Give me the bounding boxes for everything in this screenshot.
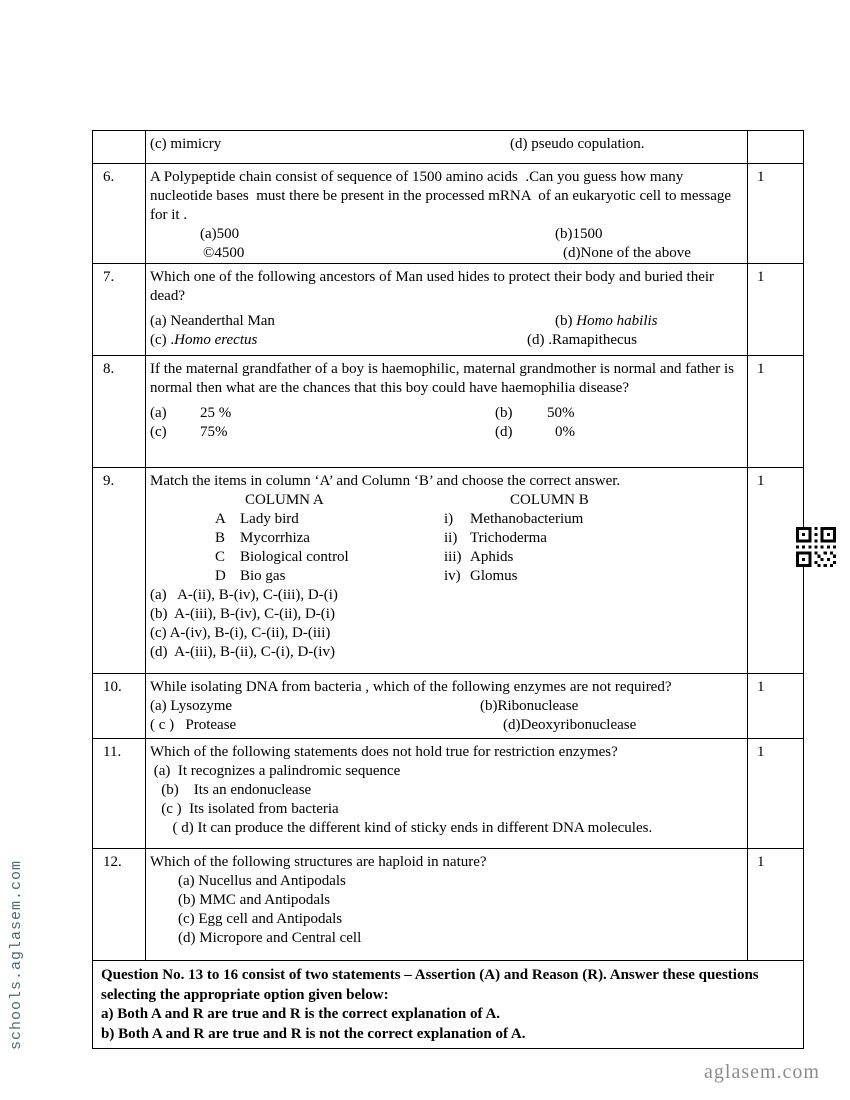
option-d: (d) .Ramapithecus bbox=[527, 332, 637, 348]
question-number: 8. bbox=[103, 361, 115, 377]
question-number-cell bbox=[93, 674, 146, 738]
option-c: (c) mimicry bbox=[150, 136, 222, 152]
marks-value: 1 bbox=[757, 361, 765, 377]
option-b-value: 50% bbox=[547, 405, 575, 421]
answer-option-c: (c) A-(iv), B-(i), C-(ii), D-(iii) bbox=[150, 625, 331, 641]
match-row bbox=[150, 510, 741, 529]
marks-value: 1 bbox=[757, 169, 765, 185]
marks-value: 1 bbox=[757, 854, 765, 870]
option-d: (d) pseudo copulation. bbox=[510, 136, 645, 152]
question-number-cell bbox=[93, 131, 146, 163]
question-body-cell bbox=[146, 131, 747, 163]
option-b: (b) Homo habilis bbox=[555, 313, 658, 329]
option-a: (a) Neanderthal Man bbox=[150, 313, 275, 329]
match-left-key: D bbox=[215, 568, 226, 584]
question-row-partial bbox=[93, 131, 803, 164]
answer-option-a: (a) A-(ii), B-(iv), C-(iii), D-(i) bbox=[150, 587, 338, 603]
question-row-9 bbox=[93, 468, 803, 674]
question-body-cell bbox=[146, 849, 747, 960]
option-b: (b) MMC and Antipodals bbox=[178, 892, 331, 908]
question-number-cell bbox=[93, 264, 146, 355]
option-a: (a) It recognizes a palindromic sequence bbox=[150, 763, 401, 779]
match-row bbox=[150, 529, 741, 548]
option-d: (d)Deoxyribonuclease bbox=[503, 717, 637, 733]
option-b: (b)1500 bbox=[555, 226, 603, 242]
marks-cell bbox=[747, 849, 803, 960]
option-c: (c) Egg cell and Antipodals bbox=[178, 911, 343, 927]
marks-value: 1 bbox=[757, 269, 765, 285]
option-a: (a)500 bbox=[200, 226, 240, 242]
marks-cell bbox=[747, 674, 803, 738]
match-row bbox=[150, 548, 741, 567]
option-b: (b) Its an endonuclease bbox=[150, 782, 312, 798]
question-number: 9. bbox=[103, 473, 115, 489]
assertion-reason-instructions bbox=[93, 961, 803, 1048]
match-left-item: Mycorrhiza bbox=[240, 530, 310, 546]
option-c: ©4500 bbox=[203, 245, 245, 261]
option-c: ( c ) Protease bbox=[150, 717, 237, 733]
question-body-cell bbox=[146, 264, 747, 355]
option-d-value: 0% bbox=[555, 424, 575, 440]
qr-code-image bbox=[796, 527, 836, 567]
question-table bbox=[92, 130, 804, 1049]
question-text: Match the items in column ‘A’ and Column ‘B’ and choose the correct answer. bbox=[150, 473, 621, 489]
question-text: Which of the following statements does not hold true for restriction enzymes? bbox=[150, 744, 618, 760]
option-d: (d) Micropore and Central cell bbox=[178, 930, 362, 946]
question-body-cell bbox=[146, 674, 747, 738]
question-text: If the maternal grandfather of a boy is haemophilic, maternal grandmother is normal and father is normal then what are the chances that this boy could have haemophilia disease? bbox=[150, 361, 738, 396]
instructions-option-b: b) Both A and R are true and R is not the correct explanation of A. bbox=[101, 1025, 526, 1042]
option-b-species: Homo habilis bbox=[576, 313, 658, 329]
match-right-key: ii) bbox=[444, 530, 458, 546]
question-body-cell bbox=[146, 468, 747, 673]
question-text: While isolating DNA from bacteria , which of the following enzymes are not required? bbox=[150, 679, 672, 695]
marks-cell bbox=[747, 739, 803, 848]
question-number: 6. bbox=[103, 169, 115, 185]
option-a: (a) Lysozyme bbox=[150, 698, 233, 714]
match-right-key: iv) bbox=[444, 568, 461, 584]
question-body-cell bbox=[146, 739, 747, 848]
column-b-header: COLUMN B bbox=[510, 492, 589, 508]
match-left-key: A bbox=[215, 511, 226, 527]
question-number-cell bbox=[93, 739, 146, 848]
match-right-key: i) bbox=[444, 511, 454, 527]
question-body-cell bbox=[146, 164, 747, 263]
question-number-cell bbox=[93, 468, 146, 673]
question-text: Which one of the following ancestors of Man used hides to protect their body and buried their dead? bbox=[150, 269, 718, 304]
question-text: Which of the following structures are haploid in nature? bbox=[150, 854, 487, 870]
marks-value: 1 bbox=[757, 744, 765, 760]
question-number-cell bbox=[93, 356, 146, 467]
question-number-cell bbox=[93, 164, 146, 263]
watermark-aglasem: aglasem.com bbox=[704, 1061, 820, 1083]
question-row-6 bbox=[93, 164, 803, 264]
match-left-item: Bio gas bbox=[240, 568, 286, 584]
match-right-item: Trichoderma bbox=[470, 530, 547, 546]
question-row-12 bbox=[93, 849, 803, 961]
option-d: (d)None of the above bbox=[563, 245, 691, 261]
marks-cell bbox=[747, 164, 803, 263]
option-c: (c) .Homo erectus bbox=[150, 332, 258, 348]
question-number: 7. bbox=[103, 269, 115, 285]
question-text: A Polypeptide chain consist of sequence of 1500 amino acids .Can you guess how many nucleotide bases must there be present in the processed mRNA of an eukaryotic cell to message for it . bbox=[150, 169, 735, 223]
column-a-header: COLUMN A bbox=[245, 492, 324, 508]
match-left-key: C bbox=[215, 549, 226, 565]
question-row-11 bbox=[93, 739, 803, 849]
question-body-cell bbox=[146, 356, 747, 467]
marks-cell bbox=[747, 356, 803, 467]
match-left-key: B bbox=[215, 530, 226, 546]
match-right-item: Aphids bbox=[470, 549, 514, 565]
marks-cell bbox=[747, 264, 803, 355]
option-c-value: 75% bbox=[200, 424, 228, 440]
option-d-label: (d) bbox=[495, 424, 513, 440]
option-b: (b)Ribonuclease bbox=[480, 698, 579, 714]
qr-code bbox=[796, 527, 836, 567]
question-row-7 bbox=[93, 264, 803, 356]
answer-option-b: (b) A-(iii), B-(iv), C-(ii), D-(i) bbox=[150, 606, 335, 622]
option-c-species: Homo erectus bbox=[174, 332, 258, 348]
marks-value: 1 bbox=[757, 473, 765, 489]
watermark-schools-aglasem: schools.aglasem.com bbox=[8, 859, 25, 1050]
option-d: ( d) It can produce the different kind of sticky ends in different DNA molecules. bbox=[150, 820, 653, 836]
marks-value: 1 bbox=[757, 679, 765, 695]
question-row-10 bbox=[93, 674, 803, 739]
match-right-item: Glomus bbox=[470, 568, 518, 584]
instructions-intro: Question No. 13 to 16 consist of two statements – Assertion (A) and Reason (R). Answer these questions selecting the appropriate option given below: bbox=[101, 967, 763, 1003]
question-number: 12. bbox=[103, 854, 122, 870]
answer-option-d: (d) A-(iii), B-(ii), C-(i), D-(iv) bbox=[150, 644, 335, 660]
match-left-item: Lady bird bbox=[240, 511, 299, 527]
question-number: 11. bbox=[103, 744, 122, 760]
question-number: 10. bbox=[103, 679, 122, 695]
option-a: (a) Nucellus and Antipodals bbox=[178, 873, 346, 889]
question-number-cell bbox=[93, 849, 146, 960]
option-b-label: (b) bbox=[495, 405, 513, 421]
option-c: (c ) Its isolated from bacteria bbox=[150, 801, 339, 817]
match-right-key: iii) bbox=[444, 549, 462, 565]
match-row bbox=[150, 567, 741, 586]
instructions-option-a: a) Both A and R are true and R is the correct explanation of A. bbox=[101, 1006, 501, 1022]
option-c-label: (c) bbox=[150, 424, 167, 440]
match-right-item: Methanobacterium bbox=[470, 511, 584, 527]
marks-cell bbox=[747, 131, 803, 163]
marks-cell bbox=[747, 468, 803, 673]
option-a-label: (a) bbox=[150, 405, 167, 421]
option-a-value: 25 % bbox=[200, 405, 232, 421]
question-row-8 bbox=[93, 356, 803, 468]
match-left-item: Biological control bbox=[240, 549, 349, 565]
